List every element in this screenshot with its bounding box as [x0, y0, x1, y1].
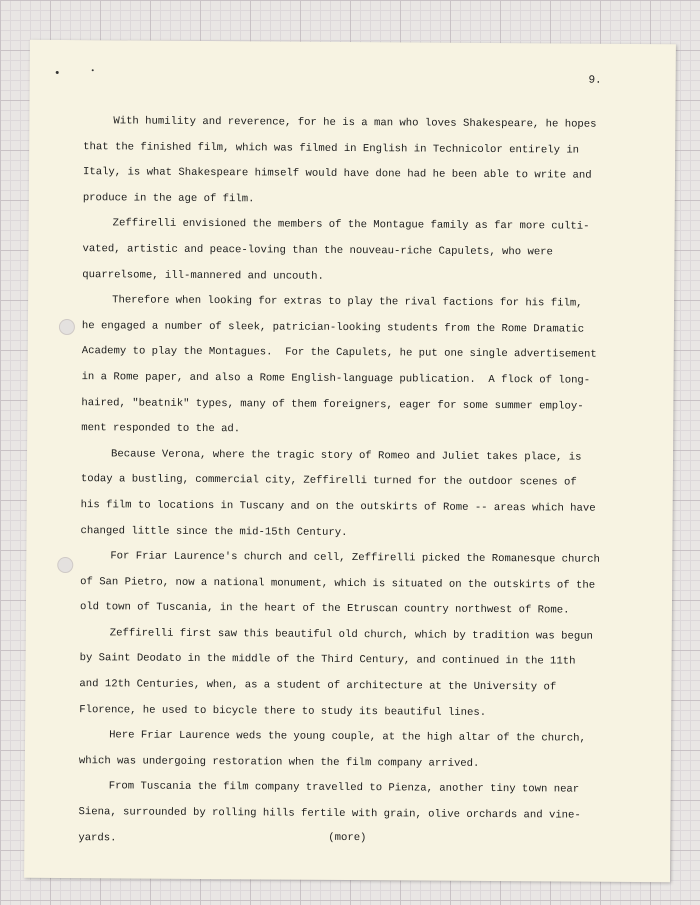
- paragraph: [79, 723, 619, 778]
- text-line: today a bustling, commercial city, Zeffirelli turned for the outdoor scenes of: [80, 473, 577, 489]
- punch-hole-bottom: [57, 557, 73, 573]
- paragraph: [83, 109, 624, 215]
- text-line: which was undergoing restoration when the film company arrived.: [78, 754, 480, 770]
- text-line: Zeffirelli first saw this beautiful old church, which by tradition was begun: [109, 627, 593, 643]
- page-number: 9.: [588, 74, 602, 87]
- text-line: With humility and reverence, for he is a man who loves Shakespeare, he hopes: [113, 115, 597, 131]
- text-line: produce in the age of film.: [82, 191, 255, 206]
- text-line: vated, artistic and peace-loving than the nouveau-riche Capulets, who were: [82, 243, 553, 259]
- paragraph: [80, 544, 621, 625]
- typed-page: [24, 40, 676, 882]
- text-line: Here Friar Laurence weds the young couple, at the high altar of the church,: [109, 729, 586, 745]
- text-line: Siena, surrounded by rolling hills fertile with grain, olive orchards and vine-: [78, 806, 581, 822]
- text-line: quarrelsome, ill-mannered and uncouth.: [82, 268, 324, 283]
- text-line: and 12th Centuries, when, as a student of architecture at the University of: [79, 678, 557, 694]
- punch-hole-top: [59, 319, 75, 335]
- text-line: haired, "beatnik" types, many of them foreigners, eager for some summer employ-: [81, 396, 584, 413]
- text-line: Florence, he used to bicycle there to study its beautiful lines.: [79, 703, 487, 719]
- text-line: his film to locations in Tuscany and on the outskirts of Rome -- areas which have: [80, 499, 596, 515]
- text-line: yards.: [78, 831, 117, 845]
- text-line: changed little since the mid-15th Century.: [80, 524, 348, 539]
- text-line: he engaged a number of sleek, patrician-looking students from the Rome Dramatic: [81, 319, 585, 336]
- ink-speck: [92, 69, 94, 71]
- continuation-marker: (more): [328, 831, 367, 845]
- ink-speck: [56, 71, 59, 74]
- text-line: old town of Tuscania, in the heart of the Etruscan country northwest of Rome.: [79, 601, 570, 617]
- paragraph: [79, 621, 620, 727]
- text-line: From Tuscania the film company travelled to Pienza, another tiny town near: [108, 780, 580, 797]
- body-text: [78, 109, 623, 855]
- text-line: Zeffirelli envisioned the members of the Montague family as far more culti-: [112, 217, 590, 234]
- text-line: Because Verona, where the tragic story of Romeo and Juliet takes place, is: [111, 448, 582, 464]
- text-line: ment responded to the ad.: [81, 422, 241, 436]
- paragraph: [80, 442, 621, 548]
- text-line: that the finished film, which was filmed in English in Technicolor entirely in: [83, 140, 580, 157]
- text-line: Italy, is what Shakespeare himself would have done had he been able to write and: [82, 166, 592, 182]
- text-line: For Friar Laurence's church and cell, Zeffirelli picked the Romanesque church: [110, 550, 600, 566]
- text-line: in a Rome paper, and also a Rome English-language publication. A flock of long-: [81, 371, 591, 387]
- paragraph: [81, 288, 622, 445]
- paragraph: [82, 212, 623, 293]
- text-line: Academy to play the Montagues. For the Capulets, he put one single advertisement: [81, 345, 597, 362]
- text-line: by Saint Deodato in the middle of the Third Century, and continued in the 11th: [79, 652, 576, 669]
- text-line: of San Pietro, now a national monument, which is situated on the outskirts of the: [80, 575, 596, 592]
- text-line: Therefore when looking for extras to play the rival factions for his film,: [112, 294, 583, 310]
